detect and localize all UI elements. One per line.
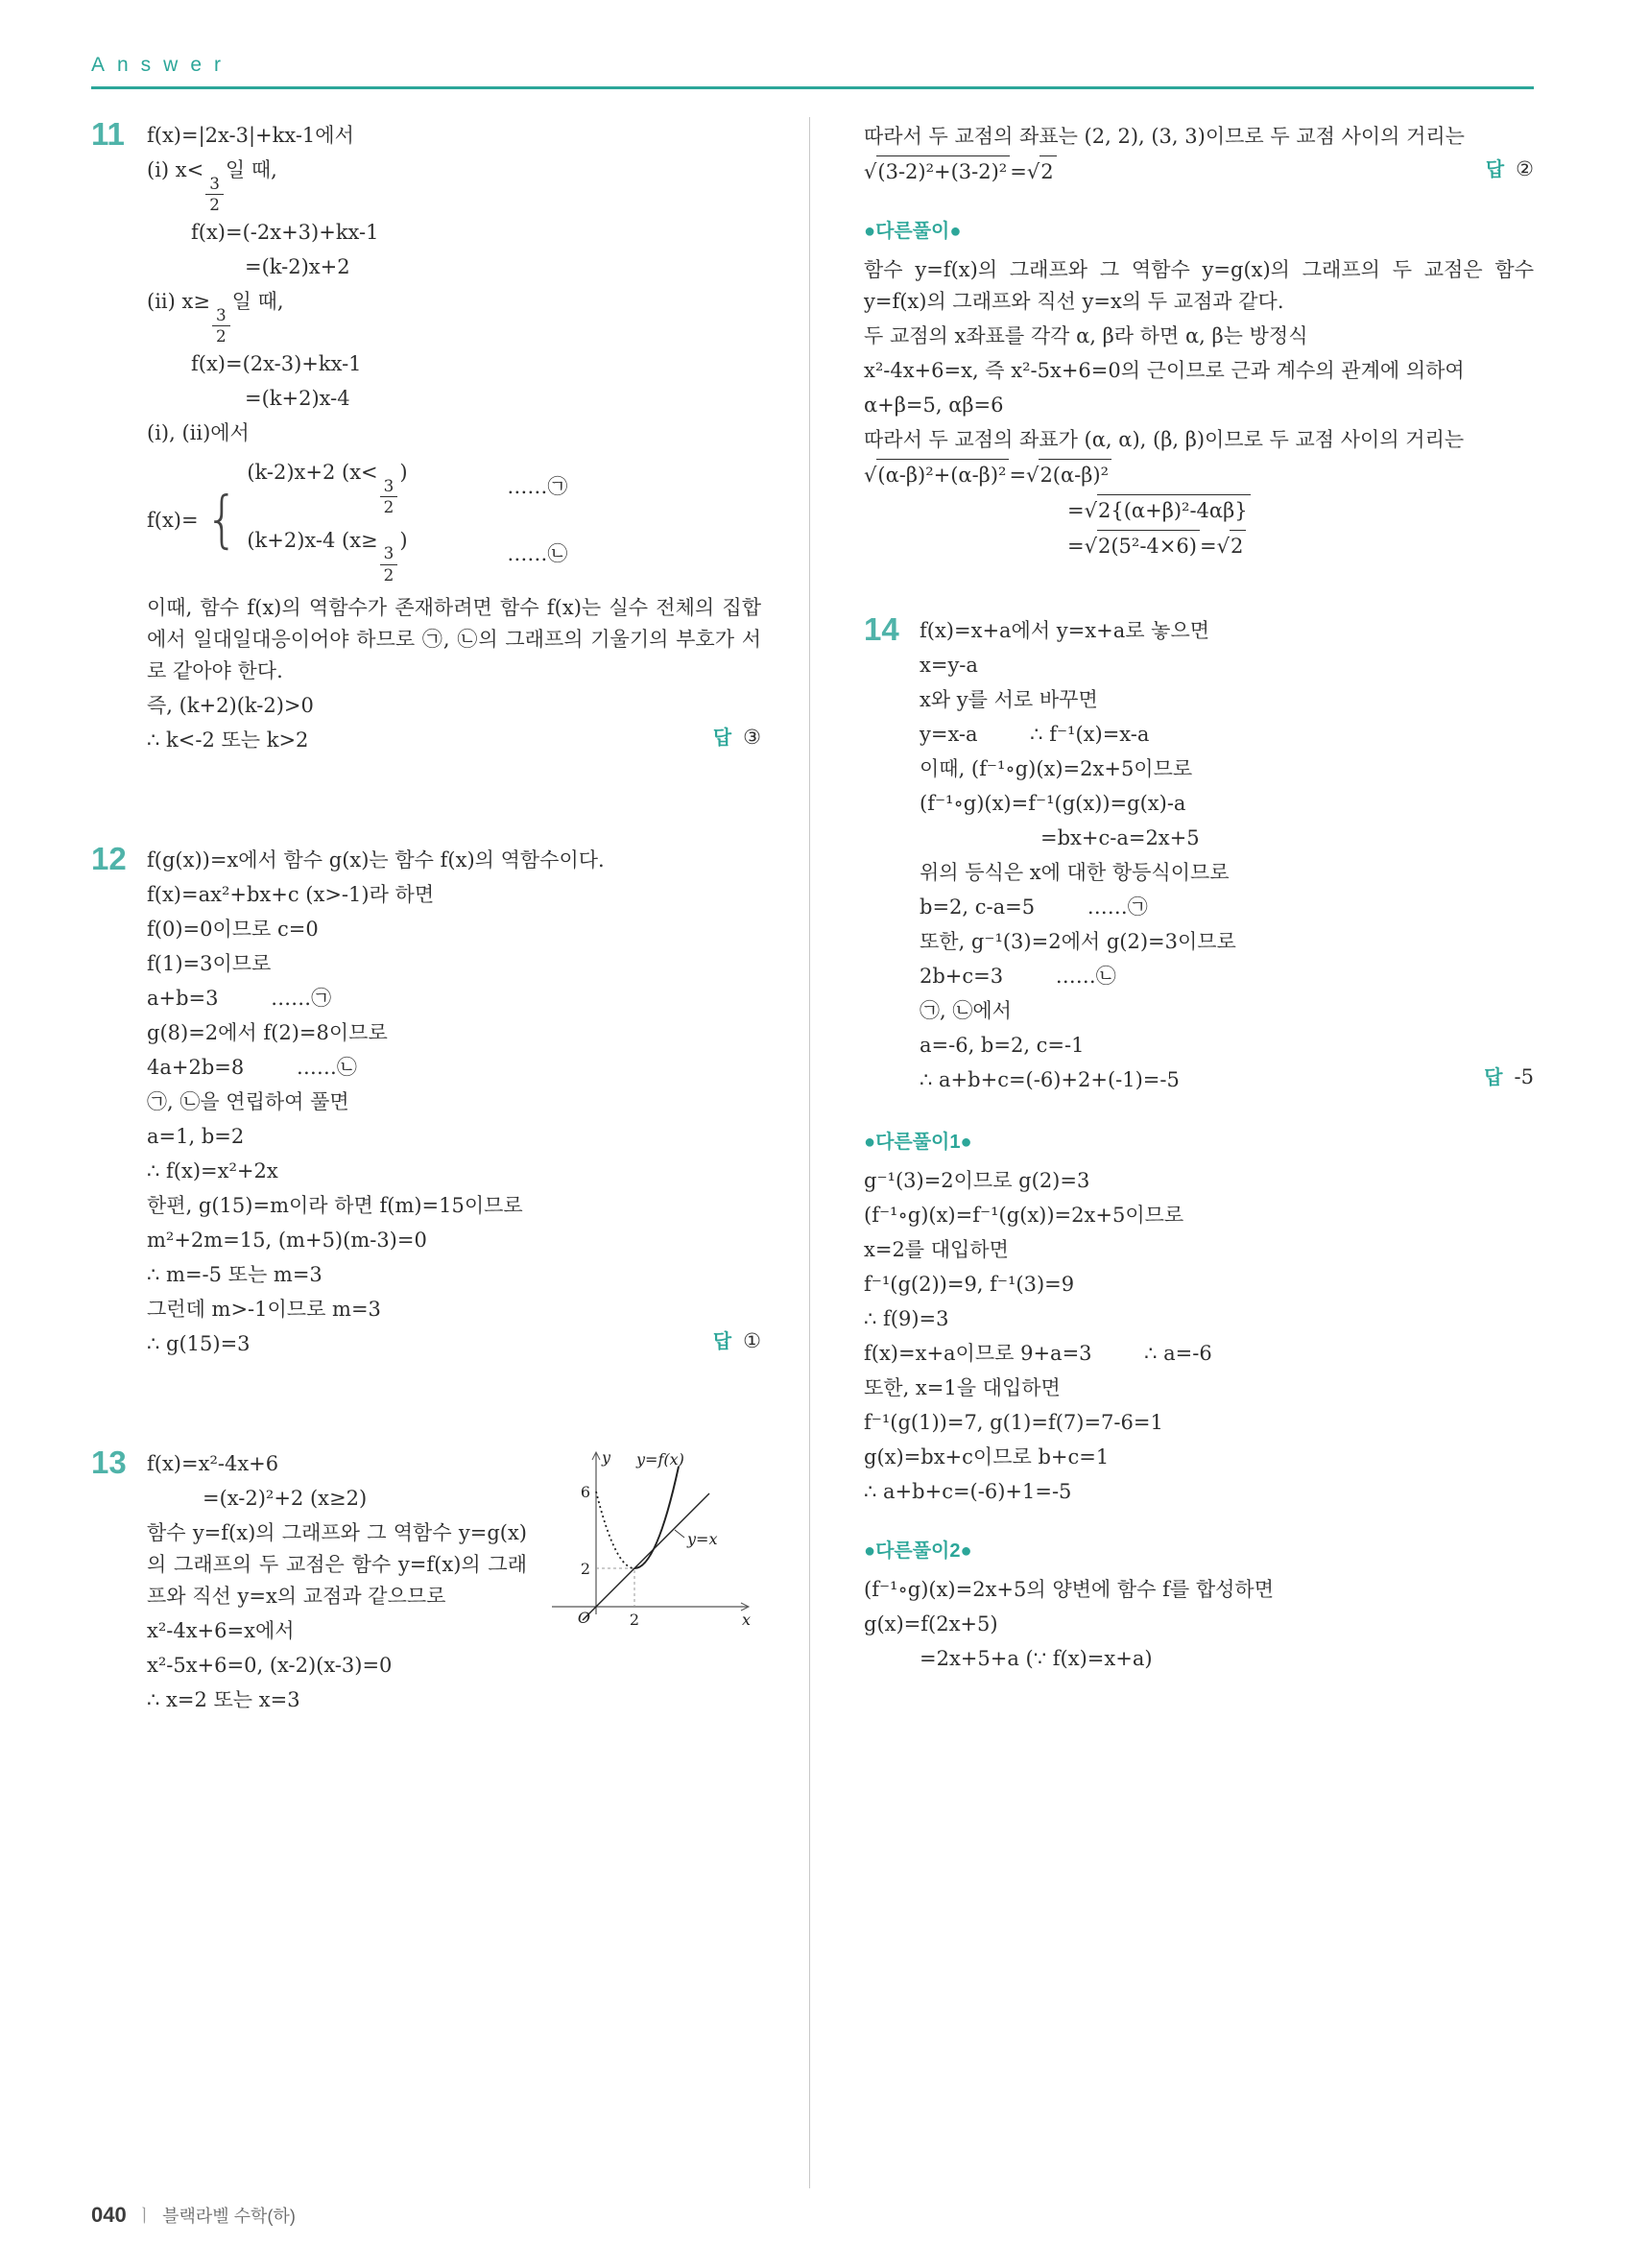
piecewise-definition — [147, 457, 761, 584]
solution-line — [147, 983, 761, 1015]
solution-line — [147, 1052, 761, 1084]
expression: a=-6, b=2, c=-1 — [920, 1034, 1085, 1057]
answer-label: 답 — [712, 727, 732, 749]
expression: ∴ f(x)=x²+2x — [147, 1158, 278, 1182]
expression: 함수 y=f(x)의 그래프와 그 역함수 y=g(x)의 그래프의 두 교점은 함수 y=f(x)의 그래프와 직선 y=x의 교점과 같으므로 — [147, 1520, 527, 1608]
reference-tag: ……㉡ — [1055, 965, 1116, 988]
expression: (f⁻¹∘g)(x)=f⁻¹(g(x))=g(x)-a — [920, 792, 1186, 815]
solution-line — [864, 1234, 1534, 1266]
solution-line — [864, 1200, 1534, 1231]
expression: ∴ k<-2 또는 k>2 — [147, 728, 309, 752]
expression: y=x-a — [920, 723, 978, 746]
y-tick-2: 2 — [580, 1559, 590, 1578]
expression: =√2(5²-4×6) =√2 — [1067, 535, 1246, 558]
solution-line — [191, 348, 761, 380]
solution-line — [1067, 494, 1534, 527]
solution-line — [864, 321, 1534, 352]
expression: f(x)=x+a에서 y=x+a로 놓으면 — [920, 619, 1210, 642]
origin-label: O — [577, 1608, 590, 1627]
solution-line — [245, 383, 761, 415]
solution-line — [147, 1684, 761, 1716]
problem-13-lines — [147, 1448, 761, 1716]
cases-rows — [247, 457, 567, 584]
expression: a=1, b=2 — [147, 1124, 245, 1148]
expression: (f⁻¹∘g)(x)=f⁻¹(g(x))=2x+5이므로 — [864, 1204, 1184, 1227]
solution-line — [920, 926, 1534, 958]
expression: f(x)=(-2x+3)+kx-1 — [191, 221, 379, 245]
expression: (i) x< $\frac{3}{2}$ 일 때, — [147, 158, 277, 214]
solution-line — [147, 286, 761, 346]
solution-line — [864, 424, 1534, 456]
curve-label: y=f(x) — [636, 1449, 684, 1468]
expression: =(x-2)²+2 (x≥2) — [203, 1486, 368, 1510]
expression: α+β=5, αβ=6 — [864, 394, 1004, 417]
answer-value: ③ — [743, 725, 761, 749]
solution-line — [864, 155, 1534, 188]
solution-line — [147, 1017, 761, 1049]
reference-tag: ……㉡ — [507, 542, 568, 566]
expression: =(k+2)x-4 — [245, 387, 350, 411]
solution-line — [920, 961, 1534, 992]
sqrt-expression: √2 — [1027, 155, 1057, 188]
page-header-title: Answer — [91, 54, 234, 76]
expression: 또한, x=1을 대입하면 — [864, 1376, 1061, 1399]
solution-line — [147, 155, 761, 214]
solution-line — [864, 254, 1534, 318]
reference-tag: ∴ f⁻¹(x)=x-a — [1030, 723, 1150, 746]
expression: 이때, 함수 f(x)의 역함수가 존재하려면 함수 f(x)는 실수 전체의 집합에서 일대일대응이어야 하므로 ㉠, ㉡의 그래프의 기울기의 부호가 서로 같아야 한다. — [147, 595, 761, 682]
solution-line — [920, 753, 1534, 785]
solution-line — [147, 1294, 761, 1325]
alt-solution-heading: ●다른풀이2● — [864, 1540, 972, 1562]
expression: 즉, (k+2)(k-2)>0 — [147, 693, 314, 717]
expression: 이때, (f⁻¹∘g)(x)=2x+5이므로 — [920, 757, 1193, 780]
expression: 또한, g⁻¹(3)=2에서 g(2)=3이므로 — [920, 930, 1236, 953]
expression: ∴ a+b+c=(-6)+2+(-1)=-5 — [920, 1068, 1180, 1091]
identity-line-label: y=x — [687, 1529, 718, 1548]
sqrt-expression: √(α-β)²+(α-β)² — [864, 459, 1009, 491]
footer — [91, 2203, 296, 2228]
expression: f(1)=3이므로 — [147, 951, 272, 975]
header-rule — [91, 86, 1534, 89]
problem-12-body — [147, 842, 761, 1363]
answer-badge — [1484, 1062, 1534, 1094]
solution-line — [1040, 823, 1534, 854]
solution-line — [147, 879, 761, 911]
right-column — [864, 117, 1534, 2188]
expression: g(8)=2에서 f(2)=8이므로 — [147, 1020, 388, 1044]
solution-line — [864, 355, 1534, 387]
expression: b=2, c-a=5 — [920, 895, 1036, 919]
answer-label: 답 — [1484, 1067, 1503, 1088]
solution-line — [864, 1303, 1534, 1335]
expression: f(0)=0이므로 c=0 — [147, 917, 319, 941]
solution-line — [864, 1165, 1534, 1197]
expression: 한편, g(15)=m이라 하면 f(m)=15이므로 — [147, 1193, 523, 1217]
answer-value: ② — [1516, 157, 1534, 180]
expression: ∴ g(15)=3 — [147, 1331, 251, 1355]
problem-13-body — [147, 1445, 761, 1719]
column-divider — [809, 117, 810, 2188]
solution-line — [147, 948, 761, 980]
reference-tag: ……㉠ — [1087, 895, 1148, 919]
sqrt-expression: √2{(α+β)²-4αβ} — [1085, 494, 1251, 527]
footer-separator: ㅣ — [135, 2207, 154, 2226]
reference-tag: ……㉠ — [271, 986, 332, 1010]
solution-line — [864, 1442, 1534, 1473]
solution-line — [147, 1086, 761, 1118]
problem-14 — [864, 612, 1534, 1099]
expression: g(x)=f(2x+5) — [864, 1612, 998, 1635]
left-column — [91, 117, 761, 2188]
problem-12 — [91, 842, 761, 1363]
expression: f(x)=|2x-3|+kx-1에서 — [147, 124, 354, 147]
solution-line — [920, 719, 1534, 751]
solution-line — [245, 251, 761, 283]
reference-tag: ∴ a=-6 — [1144, 1342, 1212, 1365]
expression: 그런데 m>-1이므로 m=3 — [147, 1297, 381, 1321]
y-axis-label: y — [602, 1447, 611, 1467]
problem-11 — [91, 117, 761, 759]
fraction: $\frac{3}{2}$ — [380, 477, 398, 517]
solution-line — [920, 1643, 1534, 1675]
solution-line — [147, 120, 761, 152]
solution-line — [147, 1190, 761, 1222]
solution-line — [147, 1650, 761, 1682]
solution-line — [147, 690, 761, 722]
expression: x=2를 대입하면 — [864, 1238, 1009, 1261]
reference-tag: ……㉡ — [296, 1055, 357, 1079]
expression: =√2{(α+β)²-4αβ} — [1067, 499, 1251, 522]
solution-line — [147, 845, 761, 876]
expression: 2b+c=3 — [920, 965, 1004, 988]
problem-number: 11 — [91, 116, 125, 152]
solution-line — [203, 1483, 761, 1515]
expression: x=y-a — [920, 654, 978, 677]
book-title: 블랙라벨 수학(하) — [162, 2207, 296, 2226]
expression: ㉠, ㉡을 연립하여 풀면 — [147, 1089, 349, 1113]
expression: ∴ m=-5 또는 m=3 — [147, 1262, 323, 1286]
expression: 함수 y=f(x)의 그래프와 그 역함수 y=g(x)의 그래프의 두 교점은 함수 y=f(x)의 그래프와 직선 y=x의 두 교점과 같다. — [864, 258, 1534, 313]
solution-line — [864, 390, 1534, 421]
solution-line — [864, 1407, 1534, 1439]
expression: ㉠, ㉡에서 — [920, 999, 1012, 1022]
expression: a+b=3 — [147, 986, 219, 1010]
expression: ∴ x=2 또는 x=3 — [147, 1687, 300, 1711]
sqrt-expression: √(3-2)²+(3-2)² — [864, 155, 1010, 188]
solution-line — [147, 1259, 761, 1291]
solution-line — [864, 459, 1534, 491]
answer-value: -5 — [1514, 1065, 1534, 1088]
page-number: 040 — [91, 2203, 127, 2227]
solution-line — [147, 1121, 761, 1153]
x-axis-label: x — [742, 1610, 752, 1629]
sqrt-expression: √2(5²-4×6) — [1085, 530, 1200, 562]
answer-label: 답 — [1485, 159, 1505, 180]
alt-solution-heading: ●다른풀이1● — [864, 1132, 972, 1153]
fraction: $\frac{3}{2}$ — [380, 544, 398, 585]
expression: f(x)=(2x-3)+kx-1 — [191, 352, 362, 376]
case-expression: (k+2)x-4 (x≥ $\frac{3}{2}$ ) — [247, 528, 408, 585]
expression: 따라서 두 교점의 좌표는 (2, 2), (3, 3)이므로 두 교점 사이의 거리는 — [864, 125, 1465, 148]
solution-line — [147, 592, 761, 687]
expression: =(k-2)x+2 — [245, 255, 350, 279]
expression: (ii) x≥ $\frac{3}{2}$ 일 때, — [147, 290, 284, 346]
fraction: $\frac{3}{2}$ — [205, 175, 224, 215]
expression: 따라서 두 교점의 좌표가 (α, α), (β, β)이므로 두 교점 사이의 거리는 — [864, 428, 1465, 451]
expression: f(x)=ax²+bx+c (x>-1)라 하면 — [147, 882, 435, 906]
answer-badge — [713, 722, 761, 754]
solution-line — [920, 1064, 1534, 1096]
expression: ∴ f(9)=3 — [864, 1307, 949, 1330]
problem-13-continuation — [864, 121, 1534, 188]
expression: g(x)=bx+c이므로 b+c=1 — [864, 1445, 1110, 1468]
case-row — [247, 457, 567, 516]
solution-line — [920, 684, 1534, 716]
problem-number: 12 — [91, 840, 127, 876]
expression: (f⁻¹∘g)(x)=2x+5의 양변에 함수 f를 합성하면 — [864, 1578, 1275, 1601]
x-tick-2: 2 — [629, 1610, 640, 1629]
left-brace: { — [204, 484, 239, 556]
alt-solution-14-1 — [864, 1126, 1534, 1508]
alt-solution-14-2-lines — [864, 1574, 1534, 1675]
alt-solution-13 — [864, 215, 1534, 562]
case-expression: (k-2)x+2 (x< $\frac{3}{2}$ ) — [247, 461, 408, 517]
solution-line — [147, 725, 761, 756]
alt-solution-heading: ●다른풀이● — [864, 221, 962, 242]
solution-line — [147, 1615, 761, 1647]
expression: 4a+2b=8 — [147, 1055, 245, 1079]
solution-line — [920, 995, 1534, 1027]
solution-line — [147, 914, 761, 945]
answer-value: ① — [743, 1328, 761, 1352]
problem-number: 14 — [864, 611, 899, 647]
problem-13 — [91, 1445, 761, 1719]
expression: f(x)=x+a이므로 9+a=3 — [864, 1342, 1092, 1365]
solution-line — [864, 1338, 1534, 1370]
solution-line — [147, 1328, 761, 1360]
solution-line — [147, 1156, 761, 1187]
solution-line — [191, 217, 761, 249]
sqrt-expression: √2(α-β)² — [1026, 459, 1111, 491]
solution-line — [920, 857, 1534, 889]
solution-line — [920, 650, 1534, 681]
solution-line — [864, 1574, 1534, 1606]
cases-lhs: f(x)= — [147, 509, 199, 533]
solution-line — [920, 615, 1534, 647]
expression: =bx+c-a=2x+5 — [1040, 826, 1200, 849]
fraction: $\frac{3}{2}$ — [212, 306, 230, 346]
answer-badge — [713, 1325, 761, 1358]
page-header — [91, 54, 1534, 89]
expression: x²-5x+6=0, (x-2)(x-3)=0 — [147, 1653, 393, 1677]
expression: √(α-β)²+(α-β)² =√2(α-β)² — [864, 464, 1111, 487]
expression: f⁻¹(g(2))=9, f⁻¹(3)=9 — [864, 1273, 1075, 1296]
expression: 두 교점의 x좌표를 각각 α, β라 하면 α, β는 방정식 — [864, 324, 1308, 347]
expression: x와 y를 서로 바꾸면 — [920, 688, 1098, 711]
content-columns — [91, 117, 1534, 2188]
alt-solution-13-lines — [864, 254, 1534, 562]
expression: f(g(x))=x에서 함수 g(x)는 함수 f(x)의 역함수이다. — [147, 848, 605, 871]
solution-line — [864, 1609, 1534, 1640]
sqrt-expression: √2 — [1217, 530, 1247, 562]
expression: f⁻¹(g(1))=7, g(1)=f(7)=7-6=1 — [864, 1411, 1163, 1434]
answer-label: 답 — [712, 1330, 732, 1352]
problem-number: 13 — [91, 1444, 127, 1480]
solution-line — [920, 1030, 1534, 1062]
solution-line — [920, 892, 1534, 923]
solution-line — [1067, 530, 1534, 562]
solution-line — [864, 121, 1534, 153]
alt-solution-14-2 — [864, 1535, 1534, 1675]
solution-line — [920, 788, 1534, 820]
expression: m²+2m=15, (m+5)(m-3)=0 — [147, 1228, 427, 1252]
expression: g⁻¹(3)=2이므로 g(2)=3 — [864, 1169, 1090, 1192]
expression: 위의 등식은 x에 대한 항등식이므로 — [920, 861, 1230, 884]
solution-line — [147, 1517, 761, 1612]
reference-tag: ……㉠ — [507, 475, 568, 499]
alt-solution-14-1-lines — [864, 1165, 1534, 1508]
expression: √(3-2)²+(3-2)² =√2 — [864, 160, 1057, 183]
solution-line — [864, 1476, 1534, 1508]
solution-line — [864, 1373, 1534, 1404]
expression: ∴ a+b+c=(-6)+1=-5 — [864, 1480, 1072, 1503]
solution-line — [147, 1448, 761, 1480]
expression: (i), (ii)에서 — [147, 421, 250, 445]
expression: x²-4x+6=x, 즉 x²-5x+6=0의 근이므로 근과 계수의 관계에 의하여 — [864, 359, 1465, 382]
answer-badge — [1486, 154, 1534, 186]
problem-11-body — [147, 117, 761, 759]
expression: x²-4x+6=x에서 — [147, 1618, 295, 1642]
solution-line — [147, 1225, 761, 1256]
solution-line — [147, 418, 761, 449]
expression: =2x+5+a (∵ f(x)=x+a) — [920, 1647, 1153, 1670]
problem-14-body — [920, 612, 1534, 1099]
case-row — [247, 525, 567, 585]
solution-line — [864, 1269, 1534, 1301]
y-tick-6: 6 — [580, 1482, 590, 1501]
expression: f(x)=x²-4x+6 — [147, 1451, 279, 1475]
